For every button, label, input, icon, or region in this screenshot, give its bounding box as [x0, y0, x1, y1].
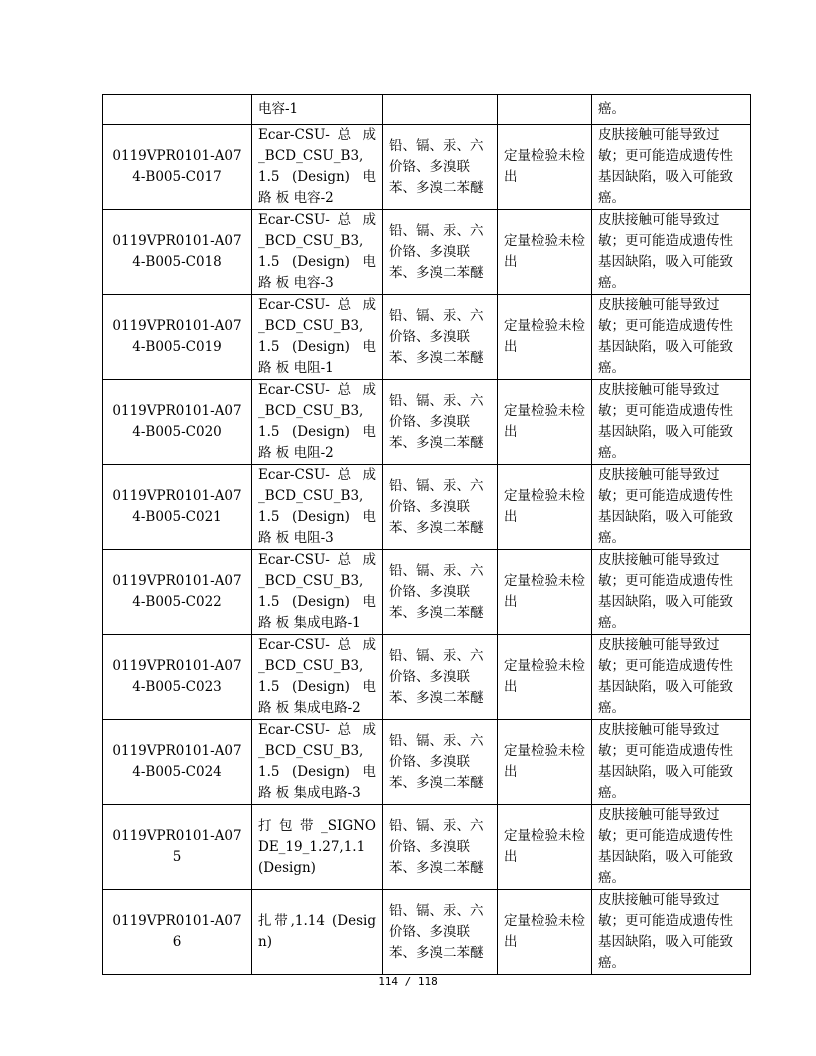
cell-part-name: 电容-1	[252, 95, 383, 125]
table-row	[103, 465, 751, 550]
cell-substances: 铅、镉、汞、六价铬、多溴联苯、多溴二苯醚	[383, 295, 498, 380]
cell-part-name: Ecar-CSU- 总 成 _BCD_CSU_B3,1.5 (Design) 电 路 板 集成电路-3	[252, 720, 383, 805]
cell-health-risk: 皮肤接触可能导致过敏；更可能造成遗传性基因缺陷，吸入可能致癌。	[592, 635, 751, 720]
table-row	[103, 550, 751, 635]
cell-substances	[383, 95, 498, 125]
cell-test-result: 定量检验未检出	[498, 380, 592, 465]
cell-substances: 铅、镉、汞、六价铬、多溴联苯、多溴二苯醚	[383, 380, 498, 465]
cell-test-result: 定量检验未检出	[498, 125, 592, 210]
cell-health-risk: 皮肤接触可能导致过敏；更可能造成遗传性基因缺陷，吸入可能致癌。	[592, 210, 751, 295]
cell-part-code: 0119VPR0101-A074-B005-C017	[103, 125, 252, 210]
cell-part-name: Ecar-CSU- 总 成 _BCD_CSU_B3,1.5 (Design) 电 路 板 电容-3	[252, 210, 383, 295]
cell-part-code: 0119VPR0101-A074-B005-C020	[103, 380, 252, 465]
cell-substances: 铅、镉、汞、六价铬、多溴联苯、多溴二苯醚	[383, 465, 498, 550]
table-row	[103, 295, 751, 380]
table-row	[103, 720, 751, 805]
cell-test-result	[498, 95, 592, 125]
cell-part-code	[103, 95, 252, 125]
table-row	[103, 635, 751, 720]
table-row-continued	[103, 95, 751, 125]
cell-health-risk: 皮肤接触可能导致过敏；更可能造成遗传性基因缺陷，吸入可能致癌。	[592, 465, 751, 550]
table-row	[103, 380, 751, 465]
cell-part-name: Ecar-CSU- 总 成 _BCD_CSU_B3,1.5 (Design) 电 路 板 电阻-3	[252, 465, 383, 550]
table-row	[103, 125, 751, 210]
cell-health-risk: 皮肤接触可能导致过敏；更可能造成遗传性基因缺陷，吸入可能致癌。	[592, 295, 751, 380]
table-body	[103, 95, 751, 975]
cell-test-result: 定量检验未检出	[498, 635, 592, 720]
cell-part-name: Ecar-CSU- 总 成 _BCD_CSU_B3,1.5 (Design) 电 路 板 电阻-1	[252, 295, 383, 380]
cell-substances: 铅、镉、汞、六价铬、多溴联苯、多溴二苯醚	[383, 805, 498, 890]
cell-substances: 铅、镉、汞、六价铬、多溴联苯、多溴二苯醚	[383, 210, 498, 295]
cell-substances: 铅、镉、汞、六价铬、多溴联苯、多溴二苯醚	[383, 635, 498, 720]
cell-part-name: 扎带,1.14 (Design)	[252, 890, 383, 975]
cell-part-code: 0119VPR0101-A074-B005-C023	[103, 635, 252, 720]
cell-substances: 铅、镉、汞、六价铬、多溴联苯、多溴二苯醚	[383, 125, 498, 210]
cell-part-code: 0119VPR0101-A074-B005-C019	[103, 295, 252, 380]
cell-test-result: 定量检验未检出	[498, 890, 592, 975]
cell-substances: 铅、镉、汞、六价铬、多溴联苯、多溴二苯醚	[383, 890, 498, 975]
cell-part-name: Ecar-CSU- 总 成 _BCD_CSU_B3,1.5 (Design) 电 路 板 集成电路-2	[252, 635, 383, 720]
cell-health-risk: 癌。	[592, 95, 751, 125]
cell-test-result: 定量检验未检出	[498, 720, 592, 805]
cell-health-risk: 皮肤接触可能导致过敏；更可能造成遗传性基因缺陷，吸入可能致癌。	[592, 125, 751, 210]
cell-part-code: 0119VPR0101-A074-B005-C022	[103, 550, 252, 635]
cell-test-result: 定量检验未检出	[498, 550, 592, 635]
cell-health-risk: 皮肤接触可能导致过敏；更可能造成遗传性基因缺陷，吸入可能致癌。	[592, 380, 751, 465]
cell-part-name: Ecar-CSU- 总 成 _BCD_CSU_B3,1.5 (Design) 电 路 板 集成电路-1	[252, 550, 383, 635]
cell-part-code: 0119VPR0101-A074-B005-C018	[103, 210, 252, 295]
cell-part-code: 0119VPR0101-A074-B005-C024	[103, 720, 252, 805]
cell-part-code: 0119VPR0101-A074-B005-C021	[103, 465, 252, 550]
cell-health-risk: 皮肤接触可能导致过敏；更可能造成遗传性基因缺陷，吸入可能致癌。	[592, 720, 751, 805]
cell-part-name: Ecar-CSU- 总 成 _BCD_CSU_B3,1.5 (Design) 电 路 板 电阻-2	[252, 380, 383, 465]
cell-test-result: 定量检验未检出	[498, 805, 592, 890]
page-number: 114 / 118	[378, 975, 438, 988]
table-row	[103, 890, 751, 975]
cell-part-name: Ecar-CSU- 总 成 _BCD_CSU_B3,1.5 (Design) 电 路 板 电容-2	[252, 125, 383, 210]
cell-test-result: 定量检验未检出	[498, 465, 592, 550]
cell-part-name: 打 包 带 _SIGNODE_19_1.27,1.1 (Design)	[252, 805, 383, 890]
cell-test-result: 定量检验未检出	[498, 210, 592, 295]
cell-test-result: 定量检验未检出	[498, 295, 592, 380]
cell-health-risk: 皮肤接触可能导致过敏；更可能造成遗传性基因缺陷，吸入可能致癌。	[592, 890, 751, 975]
cell-health-risk: 皮肤接触可能导致过敏；更可能造成遗传性基因缺陷，吸入可能致癌。	[592, 805, 751, 890]
substance-table	[102, 94, 751, 975]
cell-part-code: 0119VPR0101-A075	[103, 805, 252, 890]
table-row	[103, 210, 751, 295]
cell-part-code: 0119VPR0101-A076	[103, 890, 252, 975]
cell-substances: 铅、镉、汞、六价铬、多溴联苯、多溴二苯醚	[383, 720, 498, 805]
cell-health-risk: 皮肤接触可能导致过敏；更可能造成遗传性基因缺陷，吸入可能致癌。	[592, 550, 751, 635]
cell-substances: 铅、镉、汞、六价铬、多溴联苯、多溴二苯醚	[383, 550, 498, 635]
table-row	[103, 805, 751, 890]
